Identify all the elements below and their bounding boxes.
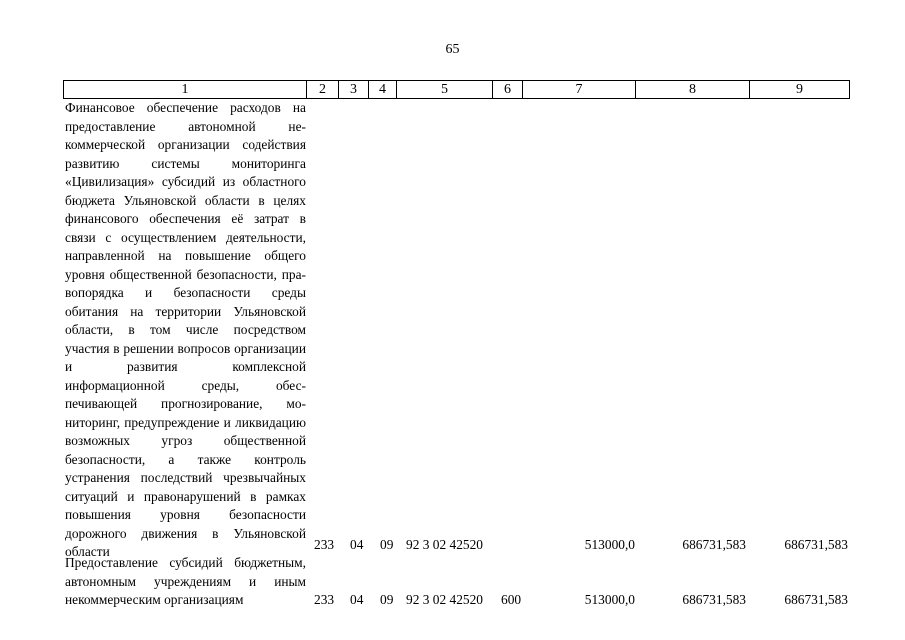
row-col-5: 92 3 02 42520	[406, 537, 483, 552]
row-col-7: 513000,0	[584, 537, 635, 552]
column-header-row	[64, 81, 850, 99]
row-col-2: 233	[314, 537, 335, 552]
row-col-2: 233	[314, 592, 335, 607]
row-description: Предоставление субсидий бюджетным, автономным учреждениям и иным некоммерческим организациям	[65, 555, 306, 607]
row-description: Финансовое обеспечение расходов на предоставление автономной некоммерческой организации содействия развитию системы мониторинга «Цивилизация» субсидий из областного бюджета Ульяновской области в целях финансового обеспечения её затрат в связи с осуществлением деятельности, направленной на повышение общего уровня общественной безопасности, правопорядка и безопасности среды обитания на территории Ульяновской области, в том числе посредством участия в решении вопросов организации и развития комплексной информационной среды, обеспечивающей прогнозирование, мониторинг, предупреждение и ликвидацию возможных угроз общественной безопасности, а также контроль устранения последствий чрезвычайных ситуаций и правонарушений в рамках повышения уровня безопасности дорожного движения в Ульяновской области	[65, 100, 306, 559]
column-header-table	[63, 80, 850, 99]
column-header-2: 2	[307, 81, 339, 99]
column-header-7: 7	[523, 81, 636, 99]
row-col-8: 686731,583	[682, 592, 746, 607]
row-col-9: 686731,583	[784, 592, 848, 607]
row-col-4: 09	[380, 592, 394, 607]
column-header-6: 6	[493, 81, 523, 99]
row-col-9: 686731,583	[784, 537, 848, 552]
row-col-7: 513000,0	[584, 592, 635, 607]
page-number: 65	[445, 42, 460, 57]
row-col-3: 04	[350, 592, 364, 607]
column-header-3: 3	[339, 81, 369, 99]
row-col-8: 686731,583	[682, 537, 746, 552]
row-col-4: 09	[380, 537, 394, 552]
row-col-6: 600	[501, 592, 522, 607]
row-col-5: 92 3 02 42520	[406, 592, 483, 607]
column-header-5: 5	[397, 81, 493, 99]
column-header-1: 1	[64, 81, 307, 99]
column-header-8: 8	[636, 81, 750, 99]
row-col-3: 04	[350, 537, 364, 552]
column-header-9: 9	[750, 81, 850, 99]
column-header-4: 4	[369, 81, 397, 99]
